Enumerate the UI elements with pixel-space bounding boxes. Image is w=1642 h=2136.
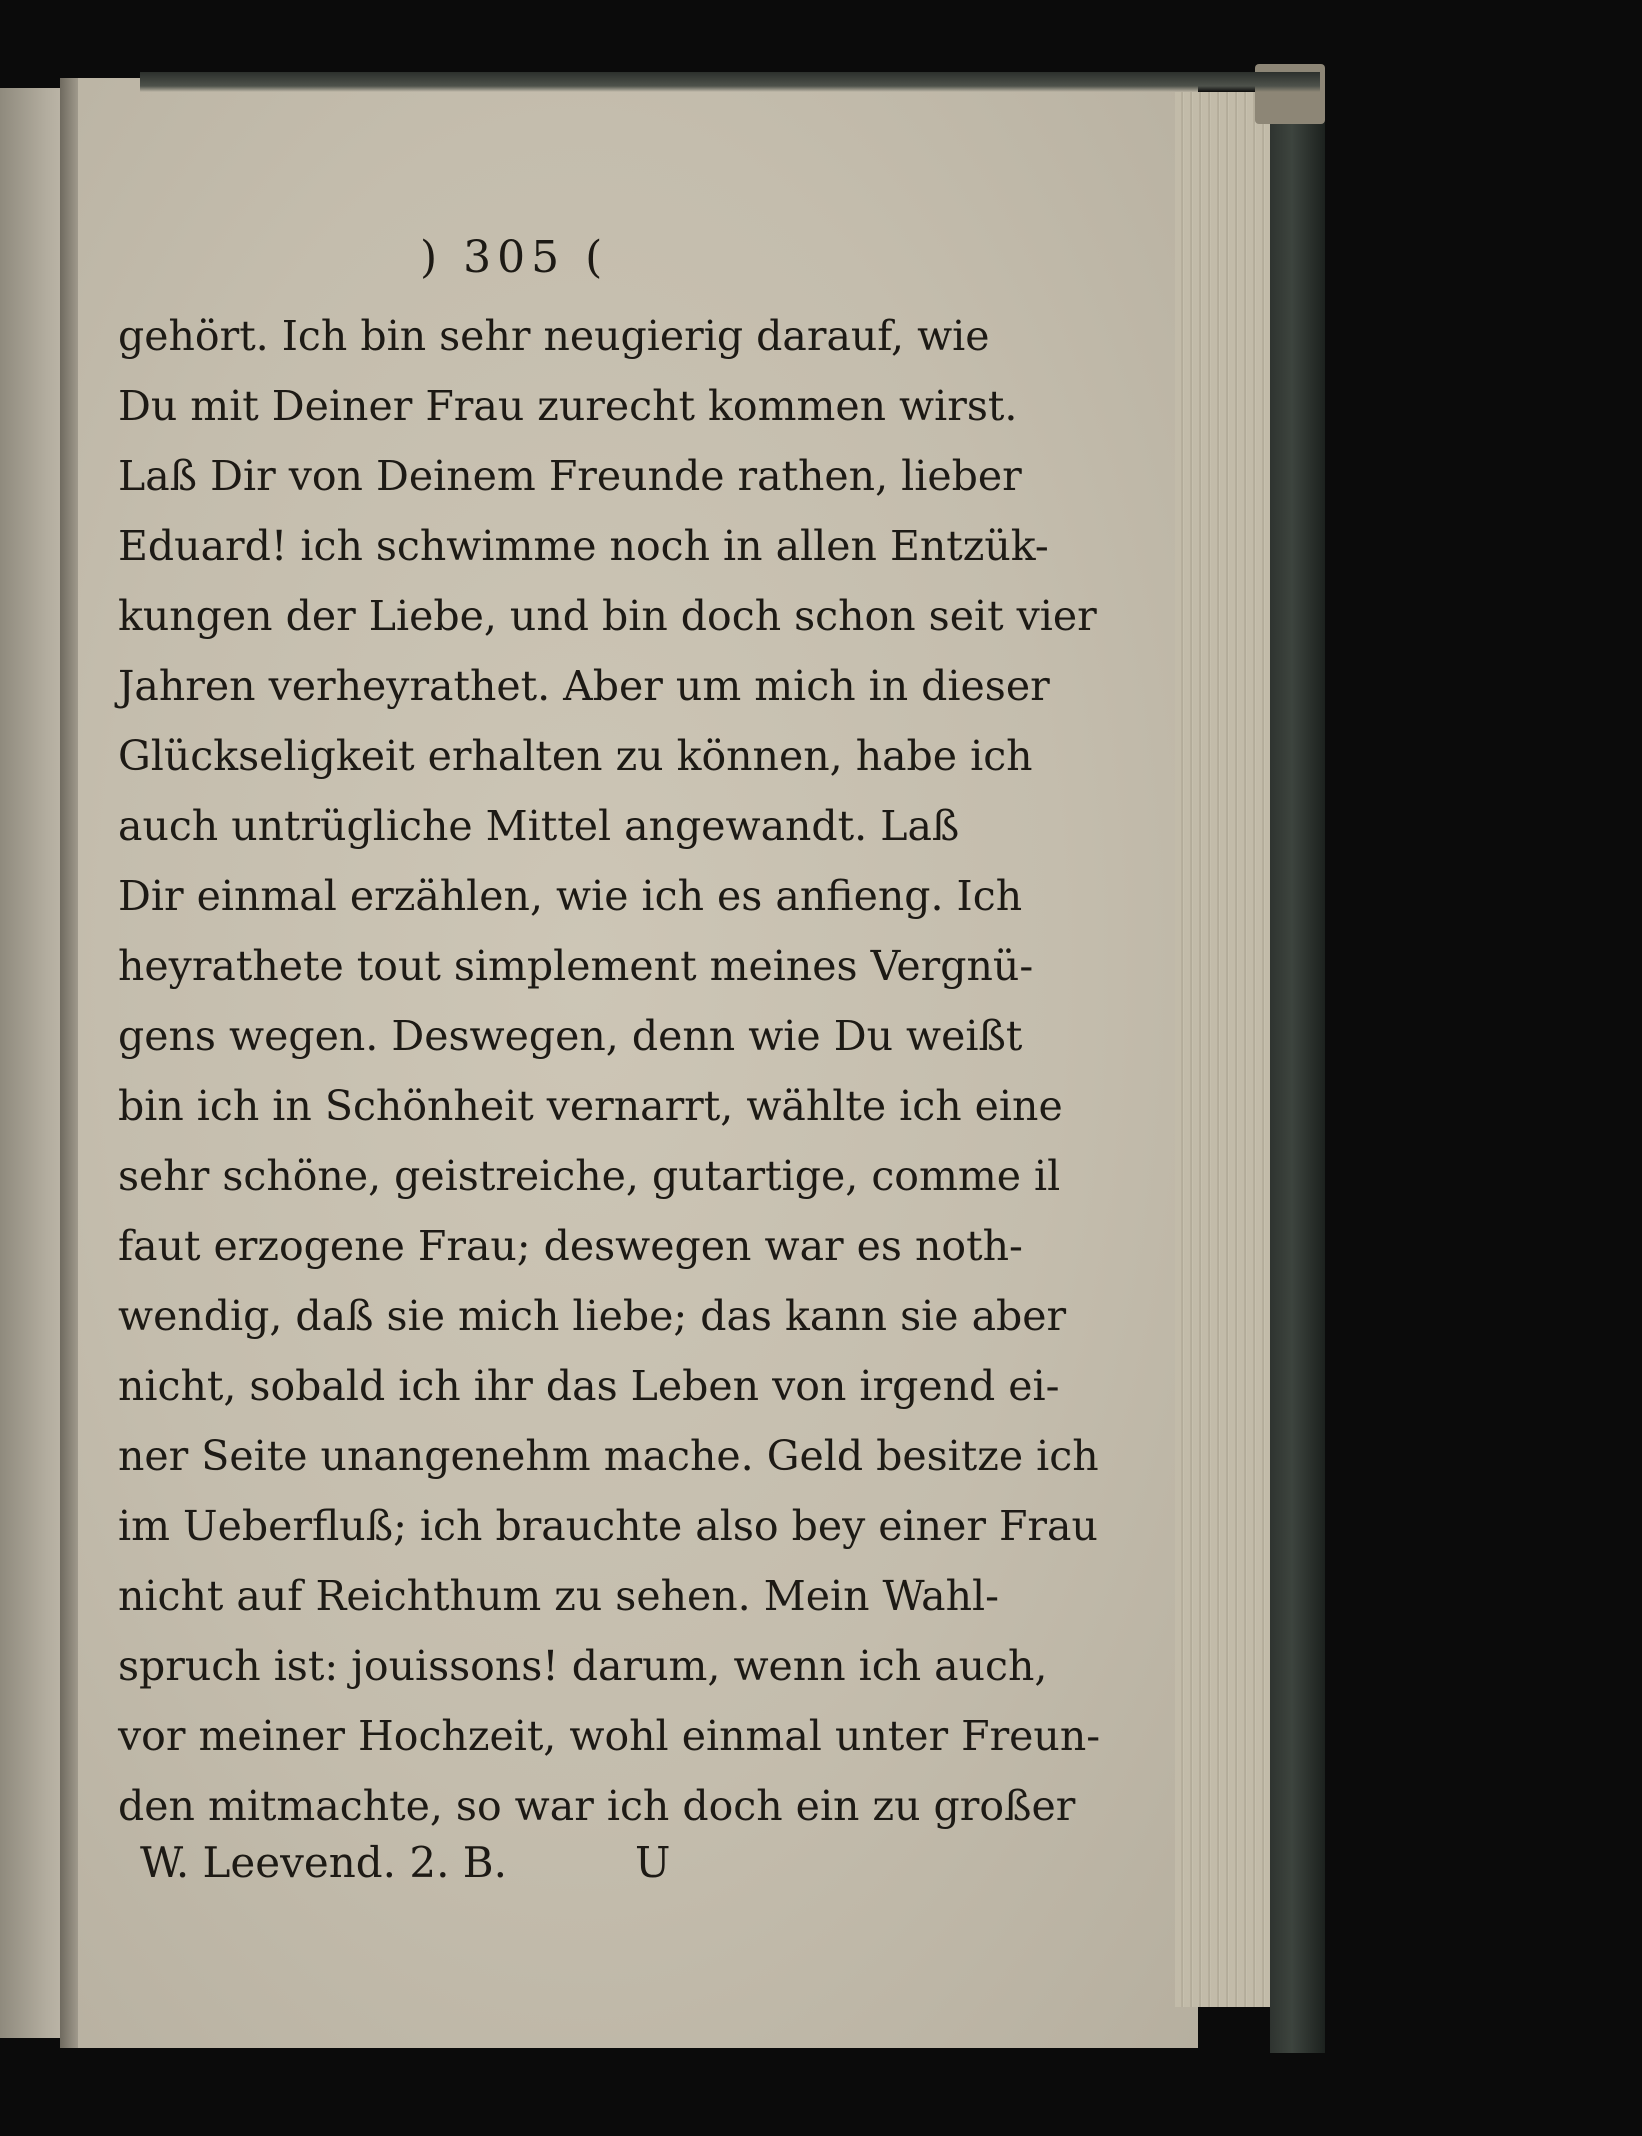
book-cover-edge xyxy=(1270,78,1325,2053)
text-line: gens wegen. Deswegen, denn wie Du weißt xyxy=(118,1012,1023,1060)
text-line: Du mit Deiner Frau zurecht kommen wirst. xyxy=(118,382,1018,430)
text-line: bin ich in Schönheit vernarrt, wählte ich eine xyxy=(118,1082,1063,1130)
text-line: kungen der Liebe, und bin doch schon seit vier xyxy=(118,592,1097,640)
text-line: Glückseligkeit erhalten zu können, habe ich xyxy=(118,732,1033,780)
text-line: heyrathete tout simplement meines Vergnü- xyxy=(118,942,1034,990)
text-line: faut erzogene Frau; deswegen war es noth- xyxy=(118,1222,1023,1270)
footer-signature-mark: U xyxy=(635,1838,671,1887)
text-line: nicht, sobald ich ihr das Leben von irgend ei- xyxy=(118,1362,1060,1410)
text-line: Jahren verheyrathet. Aber um mich in dieser xyxy=(118,662,1050,710)
text-line: ner Seite unangenehm mache. Geld besitze ich xyxy=(118,1432,1099,1480)
text-line: den mitmachte, so war ich doch ein zu großer xyxy=(118,1782,1076,1830)
page-stack-edges xyxy=(1175,92,1280,2007)
text-line: vor meiner Hochzeit, wohl einmal unter Freun- xyxy=(118,1712,1101,1760)
footer-signature: W. Leevend. 2. B. xyxy=(140,1838,507,1887)
page-number-header: ) 305 ( xyxy=(420,232,609,283)
text-line: auch untrügliche Mittel angewandt. Laß xyxy=(118,802,960,850)
text-line: sehr schöne, geistreiche, gutartige, comme il xyxy=(118,1152,1061,1200)
text-line: Dir einmal erzählen, wie ich es anfieng. Ich xyxy=(118,872,1023,920)
text-line: wendig, daß sie mich liebe; das kann sie aber xyxy=(118,1292,1067,1340)
text-line: im Ueberfluß; ich brauchte also bey einer Frau xyxy=(118,1502,1098,1550)
text-line: nicht auf Reichthum zu sehen. Mein Wahl- xyxy=(118,1572,999,1620)
text-line: Laß Dir von Deinem Freunde rathen, lieber xyxy=(118,452,1022,500)
text-line: gehört. Ich bin sehr neugierig darauf, wie xyxy=(118,312,990,360)
text-line: spruch ist: jouissons! darum, wenn ich auch, xyxy=(118,1642,1048,1690)
text-line: Eduard! ich schwimme noch in allen Entzük- xyxy=(118,522,1049,570)
top-shadow xyxy=(140,72,1320,92)
